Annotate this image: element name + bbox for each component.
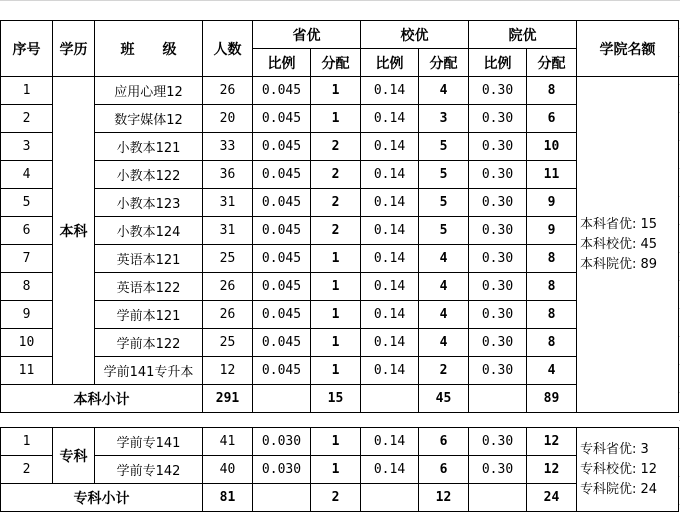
college-ratio-cell[interactable]: 0.30 xyxy=(469,456,527,484)
spacer-cell[interactable] xyxy=(527,413,577,428)
quota-line: 本科院优: 89 xyxy=(580,256,658,272)
count-cell[interactable]: 31 xyxy=(203,189,253,217)
school-ratio-cell[interactable]: 0.14 xyxy=(361,133,419,161)
class-name-cell[interactable]: 学前本121 xyxy=(95,301,203,329)
empty-cell[interactable] xyxy=(253,385,311,413)
spacer-cell[interactable] xyxy=(469,413,527,428)
empty-cell[interactable] xyxy=(253,484,311,512)
school-ratio-cell[interactable]: 0.14 xyxy=(361,456,419,484)
quota-line: 本科校优: 45 xyxy=(580,236,658,252)
header-class[interactable]: 班 级 xyxy=(95,21,203,77)
allocation-table xyxy=(0,20,679,512)
province-alloc-cell[interactable]: 1 xyxy=(311,273,361,301)
school-ratio-cell[interactable]: 0.14 xyxy=(361,217,419,245)
province-ratio-cell[interactable]: 0.045 xyxy=(253,161,311,189)
count-cell[interactable]: 25 xyxy=(203,329,253,357)
school-alloc-cell[interactable]: 5 xyxy=(419,133,469,161)
school-alloc-cell[interactable]: 5 xyxy=(419,189,469,217)
school-ratio-cell[interactable]: 0.14 xyxy=(361,105,419,133)
college-ratio-cell[interactable]: 0.30 xyxy=(469,161,527,189)
seq-cell[interactable]: 5 xyxy=(1,189,53,217)
seq-cell[interactable]: 9 xyxy=(1,301,53,329)
college-alloc-cell[interactable]: 10 xyxy=(527,133,577,161)
school-alloc-cell[interactable]: 2 xyxy=(419,357,469,385)
province-alloc-cell[interactable]: 2 xyxy=(311,189,361,217)
college-alloc-cell[interactable]: 8 xyxy=(527,245,577,273)
count-cell[interactable]: 20 xyxy=(203,105,253,133)
seq-cell[interactable]: 6 xyxy=(1,217,53,245)
class-name-cell[interactable]: 学前本122 xyxy=(95,329,203,357)
college-ratio-cell[interactable]: 0.30 xyxy=(469,245,527,273)
header-count[interactable]: 人数 xyxy=(203,21,253,77)
class-name-cell[interactable]: 小教本121 xyxy=(95,133,203,161)
seq-cell[interactable]: 11 xyxy=(1,357,53,385)
province-ratio-cell[interactable]: 0.045 xyxy=(253,217,311,245)
province-alloc-cell[interactable]: 1 xyxy=(311,301,361,329)
header-seq[interactable]: 序号 xyxy=(1,21,53,77)
school-ratio-cell[interactable]: 0.14 xyxy=(361,428,419,456)
college-ratio-cell[interactable]: 0.30 xyxy=(469,189,527,217)
count-cell[interactable]: 12 xyxy=(203,357,253,385)
college-alloc-cell[interactable]: 8 xyxy=(527,301,577,329)
province-ratio-cell[interactable]: 0.045 xyxy=(253,357,311,385)
header-school-alloc[interactable]: 分配 xyxy=(419,49,469,77)
college-alloc-cell[interactable]: 8 xyxy=(527,273,577,301)
subtotal-college[interactable]: 24 xyxy=(527,484,577,512)
college-ratio-cell[interactable]: 0.30 xyxy=(469,329,527,357)
subtotal-province[interactable]: 15 xyxy=(311,385,361,413)
class-name-cell[interactable]: 小教本124 xyxy=(95,217,203,245)
class-name-cell[interactable]: 学前专141 xyxy=(95,428,203,456)
school-ratio-cell[interactable]: 0.14 xyxy=(361,273,419,301)
header-province[interactable]: 省优 xyxy=(253,21,361,49)
header-province-ratio[interactable]: 比例 xyxy=(253,49,311,77)
spacer-cell[interactable] xyxy=(203,413,253,428)
school-ratio-cell[interactable]: 0.14 xyxy=(361,301,419,329)
table-row xyxy=(1,77,679,105)
count-cell[interactable]: 33 xyxy=(203,133,253,161)
school-ratio-cell[interactable]: 0.14 xyxy=(361,357,419,385)
header-college-alloc[interactable]: 分配 xyxy=(527,49,577,77)
header-edu[interactable]: 学历 xyxy=(53,21,95,77)
subtotal-count[interactable]: 291 xyxy=(203,385,253,413)
quota-line: 专科院优: 24 xyxy=(580,481,658,497)
quota-line: 专科省优: 3 xyxy=(580,441,649,457)
count-cell[interactable]: 31 xyxy=(203,217,253,245)
spacer-cell[interactable] xyxy=(419,413,469,428)
college-alloc-cell[interactable]: 8 xyxy=(527,329,577,357)
class-name-cell[interactable]: 英语本122 xyxy=(95,273,203,301)
header-college[interactable]: 院优 xyxy=(469,21,577,49)
edu-level-cell[interactable]: 本科 xyxy=(53,77,95,385)
seq-cell[interactable]: 7 xyxy=(1,245,53,273)
seq-cell[interactable]: 1 xyxy=(1,428,53,456)
school-alloc-cell[interactable]: 6 xyxy=(419,428,469,456)
header-college-ratio[interactable]: 比例 xyxy=(469,49,527,77)
header-school-ratio[interactable]: 比例 xyxy=(361,49,419,77)
province-alloc-cell[interactable]: 2 xyxy=(311,161,361,189)
college-alloc-cell[interactable]: 6 xyxy=(527,105,577,133)
college-ratio-cell[interactable]: 0.30 xyxy=(469,273,527,301)
seq-cell[interactable]: 2 xyxy=(1,456,53,484)
province-ratio-cell[interactable]: 0.030 xyxy=(253,428,311,456)
empty-cell[interactable] xyxy=(469,484,527,512)
school-alloc-cell[interactable]: 5 xyxy=(419,217,469,245)
seq-cell[interactable]: 1 xyxy=(1,77,53,105)
school-ratio-cell[interactable]: 0.14 xyxy=(361,189,419,217)
college-ratio-cell[interactable]: 0.30 xyxy=(469,428,527,456)
subtotal-count[interactable]: 81 xyxy=(203,484,253,512)
seq-cell[interactable]: 3 xyxy=(1,133,53,161)
class-name-cell[interactable]: 小教本122 xyxy=(95,161,203,189)
school-alloc-cell[interactable]: 5 xyxy=(419,161,469,189)
province-alloc-cell[interactable]: 2 xyxy=(311,217,361,245)
province-ratio-cell[interactable]: 0.045 xyxy=(253,245,311,273)
province-alloc-cell[interactable]: 1 xyxy=(311,245,361,273)
school-alloc-cell[interactable]: 6 xyxy=(419,456,469,484)
school-ratio-cell[interactable]: 0.14 xyxy=(361,77,419,105)
class-name-cell[interactable]: 小教本123 xyxy=(95,189,203,217)
spacer-cell[interactable] xyxy=(361,413,419,428)
quota-line: 专科校优: 12 xyxy=(580,461,658,477)
spacer-cell[interactable] xyxy=(1,413,53,428)
class-name-cell[interactable]: 英语本121 xyxy=(95,245,203,273)
quota-line: 本科省优: 15 xyxy=(580,216,658,232)
school-alloc-cell[interactable]: 4 xyxy=(419,273,469,301)
province-ratio-cell[interactable]: 0.045 xyxy=(253,189,311,217)
college-ratio-cell[interactable]: 0.30 xyxy=(469,217,527,245)
subtotal-college[interactable]: 89 xyxy=(527,385,577,413)
seq-cell[interactable]: 8 xyxy=(1,273,53,301)
edu-level-cell[interactable]: 专科 xyxy=(53,428,95,484)
province-ratio-cell[interactable]: 0.045 xyxy=(253,273,311,301)
seq-cell[interactable]: 2 xyxy=(1,105,53,133)
junior-quota-cell[interactable] xyxy=(577,428,679,512)
school-ratio-cell[interactable]: 0.14 xyxy=(361,329,419,357)
table-row xyxy=(1,428,679,456)
college-ratio-cell[interactable]: 0.30 xyxy=(469,357,527,385)
school-alloc-cell[interactable]: 3 xyxy=(419,105,469,133)
province-alloc-cell[interactable]: 1 xyxy=(311,105,361,133)
college-alloc-cell[interactable]: 4 xyxy=(527,357,577,385)
class-name-cell[interactable]: 应用心理12 xyxy=(95,77,203,105)
empty-cell[interactable] xyxy=(361,484,419,512)
count-cell[interactable]: 36 xyxy=(203,161,253,189)
province-ratio-cell[interactable]: 0.045 xyxy=(253,105,311,133)
subtotal-label[interactable]: 专科小计 xyxy=(1,484,203,512)
college-ratio-cell[interactable]: 0.30 xyxy=(469,105,527,133)
province-alloc-cell[interactable]: 1 xyxy=(311,77,361,105)
college-alloc-cell[interactable]: 12 xyxy=(527,428,577,456)
class-name-cell[interactable]: 学前专142 xyxy=(95,456,203,484)
province-ratio-cell[interactable]: 0.045 xyxy=(253,133,311,161)
count-cell[interactable]: 40 xyxy=(203,456,253,484)
empty-cell[interactable] xyxy=(361,385,419,413)
school-ratio-cell[interactable]: 0.14 xyxy=(361,161,419,189)
school-ratio-cell[interactable]: 0.14 xyxy=(361,245,419,273)
school-alloc-cell[interactable]: 4 xyxy=(419,301,469,329)
subtotal-school[interactable]: 45 xyxy=(419,385,469,413)
empty-cell[interactable] xyxy=(469,385,527,413)
province-ratio-cell[interactable]: 0.045 xyxy=(253,301,311,329)
college-alloc-cell[interactable]: 11 xyxy=(527,161,577,189)
spacer-row xyxy=(1,413,679,428)
spacer-cell[interactable] xyxy=(53,413,95,428)
count-cell[interactable]: 41 xyxy=(203,428,253,456)
subtotal-province[interactable]: 2 xyxy=(311,484,361,512)
college-ratio-cell[interactable]: 0.30 xyxy=(469,133,527,161)
undergrad-quota-cell[interactable] xyxy=(577,77,679,413)
header-province-alloc[interactable]: 分配 xyxy=(311,49,361,77)
province-alloc-cell[interactable]: 1 xyxy=(311,329,361,357)
class-name-cell[interactable]: 学前141专升本 xyxy=(95,357,203,385)
count-cell[interactable]: 26 xyxy=(203,301,253,329)
subtotal-label[interactable]: 本科小计 xyxy=(1,385,203,413)
province-alloc-cell[interactable]: 2 xyxy=(311,133,361,161)
college-ratio-cell[interactable]: 0.30 xyxy=(469,301,527,329)
count-cell[interactable]: 25 xyxy=(203,245,253,273)
province-alloc-cell[interactable]: 1 xyxy=(311,428,361,456)
school-alloc-cell[interactable]: 4 xyxy=(419,77,469,105)
spacer-cell[interactable] xyxy=(311,413,361,428)
province-alloc-cell[interactable]: 1 xyxy=(311,456,361,484)
spacer-cell[interactable] xyxy=(253,413,311,428)
college-alloc-cell[interactable]: 12 xyxy=(527,456,577,484)
college-ratio-cell[interactable]: 0.30 xyxy=(469,77,527,105)
header-quota[interactable]: 学院名额 xyxy=(577,21,679,77)
college-alloc-cell[interactable]: 8 xyxy=(527,77,577,105)
count-cell[interactable]: 26 xyxy=(203,273,253,301)
count-cell[interactable]: 26 xyxy=(203,77,253,105)
school-alloc-cell[interactable]: 4 xyxy=(419,245,469,273)
subtotal-school[interactable]: 12 xyxy=(419,484,469,512)
seq-cell[interactable]: 10 xyxy=(1,329,53,357)
province-alloc-cell[interactable]: 1 xyxy=(311,357,361,385)
college-alloc-cell[interactable]: 9 xyxy=(527,217,577,245)
seq-cell[interactable]: 4 xyxy=(1,161,53,189)
spacer-cell[interactable] xyxy=(577,413,679,428)
class-name-cell[interactable]: 数字媒体12 xyxy=(95,105,203,133)
province-ratio-cell[interactable]: 0.030 xyxy=(253,456,311,484)
header-school[interactable]: 校优 xyxy=(361,21,469,49)
spacer-cell[interactable] xyxy=(95,413,203,428)
college-alloc-cell[interactable]: 9 xyxy=(527,189,577,217)
province-ratio-cell[interactable]: 0.045 xyxy=(253,77,311,105)
province-ratio-cell[interactable]: 0.045 xyxy=(253,329,311,357)
school-alloc-cell[interactable]: 4 xyxy=(419,329,469,357)
